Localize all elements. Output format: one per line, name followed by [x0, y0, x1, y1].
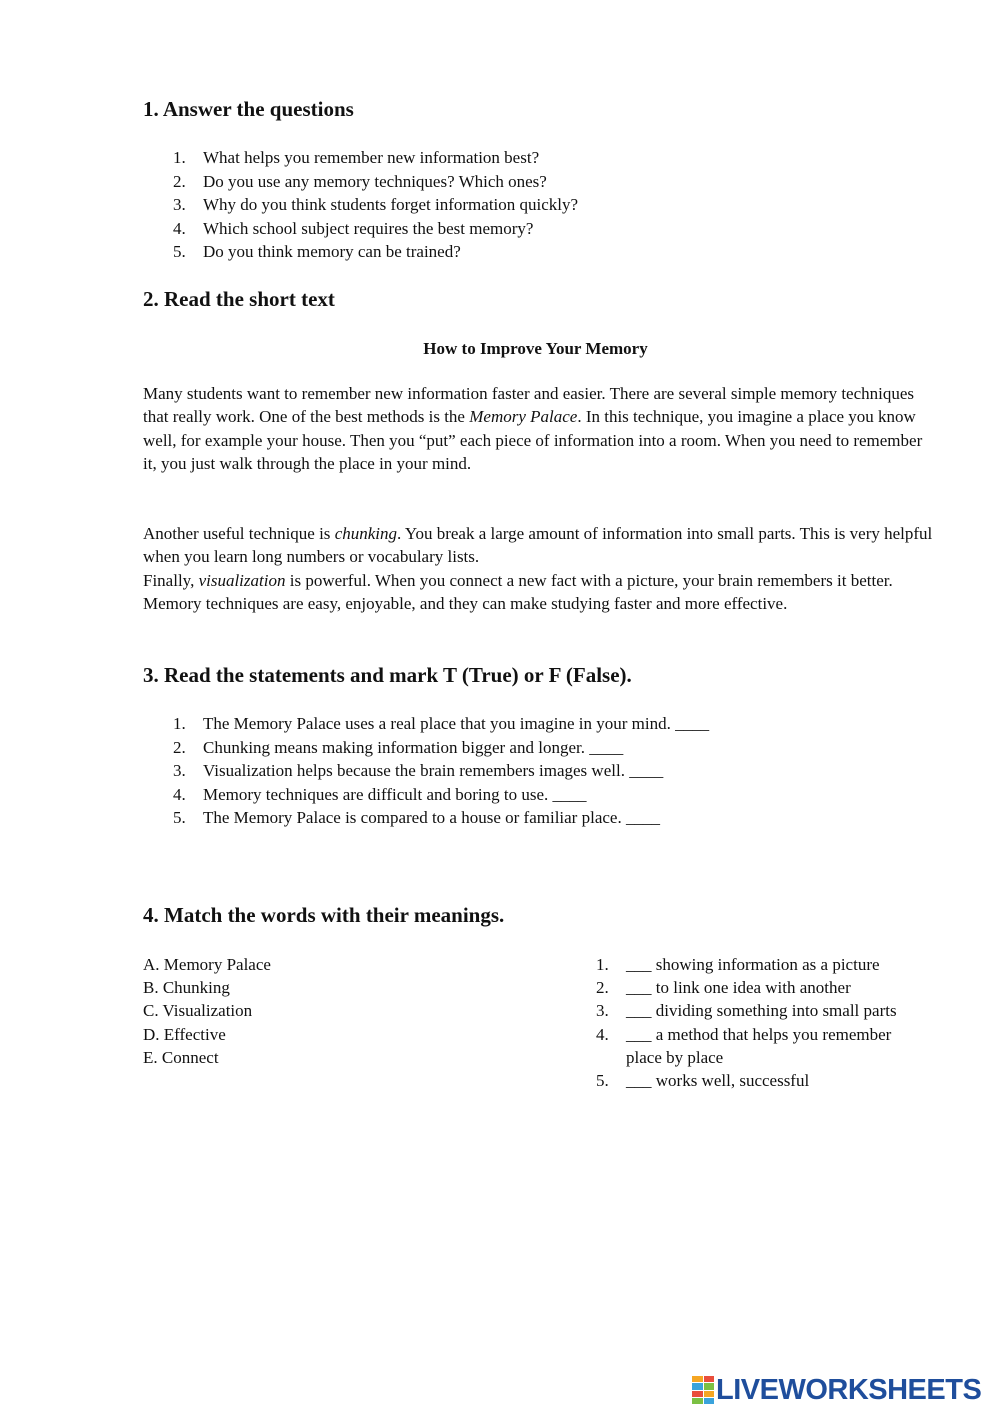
liveworksheets-logo-icon — [692, 1376, 714, 1404]
reading-title: How to Improve Your Memory — [423, 339, 648, 358]
reading-paragraph-1: Many students want to remember new information faster and easier. There are several simple memory techniques that really work. One of the best methods is the Memory Palace. In this technique, you imagine a place you know well, for example your house. Then you “put” each piece of information into a room. When you need to remember it, you just walk through the place in your mind. — [143, 384, 923, 474]
statement-item[interactable]: 4. Memory techniques are difficult and boring to use. ____ — [173, 784, 587, 804]
question-list — [143, 146, 578, 264]
statement-item[interactable]: 1. The Memory Palace uses a real place that you imagine in your mind. ____ — [173, 714, 710, 733]
match-word: C. Visualization — [143, 1001, 253, 1021]
section-1-heading: 1. Answer the questions — [143, 97, 354, 121]
match-word-list — [143, 953, 271, 1069]
question-item: 5. Do you think memory can be trained? — [173, 242, 461, 261]
meaning-item[interactable]: 4. ___ a method that helps you remember place by place — [596, 1024, 892, 1067]
meaning-item[interactable]: 1. ___ showing information as a picture — [596, 955, 880, 974]
question-item: 1. What helps you remember new information best? — [173, 148, 540, 167]
statement-item[interactable]: 5. The Memory Palace is compared to a house or familiar place. ____ — [173, 808, 660, 827]
statement-item[interactable]: 2. Chunking means making information bigger and longer. ____ — [173, 737, 624, 757]
reading-paragraph-3: Finally, visualization is powerful. When you connect a new fact with a picture, your brain remembers it better. Memory techniques are easy, enjoyable, and they can make studying faster and more effective. — [143, 571, 893, 614]
question-item: 2. Do you use any memory techniques? Which ones? — [173, 171, 547, 191]
statement-item[interactable]: 3. Visualization helps because the brain remembers images well. ____ — [173, 761, 664, 780]
match-word: A. Memory Palace — [143, 955, 271, 974]
section-3-heading: 3. Read the statements and mark T (True) or F (False). — [143, 663, 632, 687]
liveworksheets-logo — [692, 1372, 981, 1408]
section-2-heading: 2. Read the short text — [143, 287, 335, 311]
match-word: B. Chunking — [143, 978, 230, 998]
meaning-item[interactable]: 3. ___ dividing something into small parts — [596, 1001, 897, 1021]
match-meaning-list — [596, 953, 936, 1092]
reading-paragraph-2: Another useful technique is chunking. You break a large amount of information into small parts. This is very helpful when you learn long numbers or vocabulary lists. — [143, 524, 933, 567]
meaning-item[interactable]: 2. ___ to link one idea with another — [596, 978, 851, 998]
question-item: 3. Why do you think students forget information quickly? — [173, 195, 579, 214]
section-4-heading: 4. Match the words with their meanings. — [143, 903, 505, 927]
true-false-list — [143, 712, 709, 830]
match-word: E. Connect — [143, 1047, 219, 1067]
meaning-item[interactable]: 5. ___ works well, successful — [596, 1071, 810, 1091]
liveworksheets-logo-text: LIVEWORKSHEETS — [716, 1373, 982, 1406]
match-word: D. Effective — [143, 1024, 226, 1044]
question-item: 4. Which school subject requires the best memory? — [173, 218, 534, 238]
